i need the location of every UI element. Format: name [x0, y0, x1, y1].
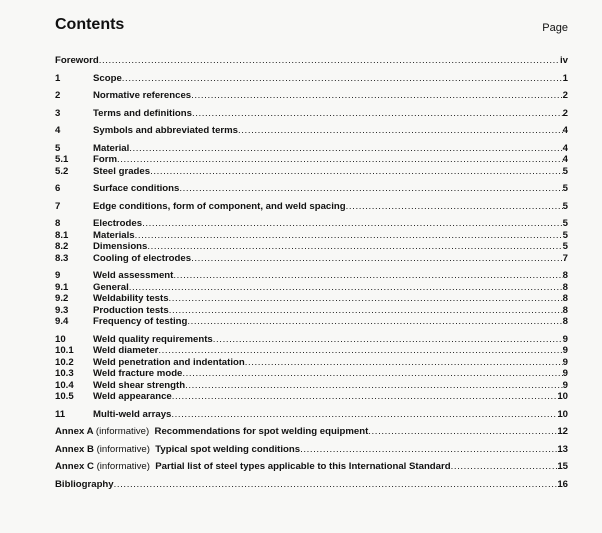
dot-leader	[179, 183, 562, 195]
toc-entry[interactable]	[55, 368, 568, 380]
dot-leader	[122, 73, 563, 85]
toc-entry-page-number: 5	[562, 183, 568, 194]
toc-entry-number: 9.4	[55, 316, 69, 327]
toc-entry-number: 5.2	[55, 165, 69, 177]
toc-entry-page-number: 15	[557, 461, 568, 472]
toc-entry-number: 10.1	[55, 345, 74, 356]
toc-entry-page-number: 10	[557, 408, 568, 420]
dot-leader	[191, 253, 563, 265]
toc-entry-page-number: 5	[562, 165, 568, 177]
toc-entry-number: 8.1	[55, 229, 69, 241]
toc-entry-page-number: 9	[562, 368, 568, 379]
toc-entry-title: Weld appearance	[93, 391, 172, 402]
toc-entry-number: 9.3	[55, 304, 69, 316]
toc-entry-title: Surface conditions	[93, 183, 180, 194]
dot-leader	[192, 108, 563, 120]
toc-entry[interactable]	[55, 282, 568, 294]
toc-entry-title: Symbols and abbreviated terms	[93, 125, 239, 136]
toc-entry-number: 8.2	[55, 241, 69, 252]
toc-entry-number: 10.3	[55, 368, 74, 379]
toc-entry-title: Recommendations for spot welding equipment	[154, 426, 369, 437]
toc-entry-title: Multi-weld arrays	[93, 408, 172, 420]
dot-leader	[99, 55, 560, 67]
toc-entry-page-number: 4	[562, 154, 568, 165]
toc-entry[interactable]	[55, 183, 568, 195]
annex-type: (informative)	[95, 426, 150, 437]
toc-entry[interactable]	[55, 108, 568, 120]
toc-entry-page-number: 16	[557, 478, 568, 490]
toc-entry-title: Foreword	[55, 55, 99, 66]
toc-entry-title: Steel grades	[93, 165, 151, 177]
dot-leader	[114, 479, 558, 491]
annex-id: Annex B	[55, 443, 94, 455]
toc-entry-title: Weld diameter	[93, 345, 159, 356]
toc-entry[interactable]	[55, 305, 568, 317]
annex-id: Annex A	[55, 426, 94, 437]
toc-entry[interactable]	[55, 461, 568, 473]
dot-leader	[171, 409, 557, 421]
toc-entry-page-number: 7	[562, 252, 568, 264]
toc-entry-page-number: 2	[562, 107, 568, 119]
toc-entry-title: Electrodes	[93, 218, 143, 229]
annex-label	[55, 461, 155, 473]
annex-id: Annex C	[55, 461, 94, 472]
toc-entry-title: General	[93, 281, 129, 293]
dot-leader	[172, 391, 558, 403]
toc-entry-page-number: 10	[557, 391, 568, 402]
toc-entry-title: Weld fracture mode	[93, 368, 183, 379]
toc-entry-title: Weld quality requirements	[93, 333, 213, 345]
toc-entry[interactable]	[55, 241, 568, 253]
dot-leader	[147, 241, 562, 253]
dot-leader	[158, 345, 562, 357]
dot-leader	[169, 293, 563, 305]
toc-entry[interactable]	[55, 293, 568, 305]
toc-entry-title: Typical spot welding conditions	[155, 443, 301, 455]
toc-entry-title: Normative references	[93, 90, 192, 101]
toc-entry-number: 10	[55, 333, 66, 345]
toc-entry-number: 11	[55, 408, 66, 420]
dot-leader	[117, 154, 563, 166]
toc-entry-number: 2	[55, 90, 61, 101]
toc-entry-page-number: 9	[562, 379, 568, 391]
toc-entry-title: Frequency of testing	[93, 316, 188, 327]
toc-entry-number: 10.2	[55, 356, 74, 368]
toc-entry[interactable]	[55, 409, 568, 421]
toc-entry-number: 9.1	[55, 281, 69, 293]
toc-entry[interactable]	[55, 334, 568, 346]
toc-entry-page-number: 9	[562, 345, 568, 356]
toc-entry-number: 4	[55, 125, 61, 136]
dot-leader	[191, 90, 563, 102]
toc-entry-number: 9	[55, 270, 61, 281]
toc-entry[interactable]	[55, 444, 568, 456]
toc-entry-page-number: 5	[562, 241, 568, 252]
toc-entry-page-number: 2	[562, 90, 568, 101]
toc-entry-page-number: 13	[557, 443, 568, 455]
toc-entry-title: Weld assessment	[93, 270, 174, 281]
toc-entry[interactable]	[55, 55, 568, 67]
toc-entry-number: 3	[55, 107, 61, 119]
dot-leader	[182, 368, 562, 380]
toc-entry[interactable]	[55, 253, 568, 265]
dot-leader	[129, 282, 563, 294]
toc-entry-page-number: 5	[562, 218, 568, 229]
dot-leader	[238, 125, 563, 137]
table-of-contents	[55, 55, 568, 490]
toc-entry-page-number: 9	[562, 333, 568, 345]
toc-entry-page-number: 8	[562, 281, 568, 293]
toc-entry-title: Bibliography	[55, 478, 114, 490]
toc-entry[interactable]	[55, 125, 568, 137]
toc-entry-page-number: 8	[562, 293, 568, 304]
toc-entry[interactable]	[55, 479, 568, 491]
toc-entry[interactable]	[55, 73, 568, 85]
toc-entry[interactable]	[55, 143, 568, 155]
toc-entry-title: Weld shear strength	[93, 379, 186, 391]
dot-leader	[451, 461, 558, 473]
toc-entry[interactable]	[55, 230, 568, 242]
toc-entry-page-number: 4	[562, 142, 568, 154]
toc-entry-number: 6	[55, 183, 61, 194]
toc-entry-page-number: 5	[562, 229, 568, 241]
toc-entry-title: Partial list of steel types applicable to this International Standard	[155, 461, 451, 472]
dot-leader	[368, 426, 557, 438]
dot-leader	[169, 305, 563, 317]
toc-entry-title: Production tests	[93, 304, 169, 316]
toc-entry-title: Form	[93, 154, 117, 165]
toc-entry-page-number: 4	[562, 125, 568, 136]
dot-leader	[142, 218, 563, 230]
toc-entry-title: Edge conditions, form of component, and weld spacing	[93, 200, 346, 212]
toc-entry-number: 8	[55, 218, 61, 229]
annex-type: (informative)	[96, 443, 150, 455]
toc-entry-number: 8.3	[55, 252, 69, 264]
dot-leader	[173, 270, 562, 282]
toc-entry-number: 10.4	[55, 379, 74, 391]
toc-entry-number: 1	[55, 72, 61, 84]
annex-type: (informative)	[96, 461, 150, 472]
annex-label	[55, 444, 155, 456]
dot-leader	[150, 166, 563, 178]
toc-entry-number: 9.2	[55, 293, 69, 304]
toc-entry[interactable]	[55, 380, 568, 392]
toc-entry-title: Weldability tests	[93, 293, 169, 304]
toc-entry[interactable]	[55, 316, 568, 328]
dot-leader	[213, 334, 563, 346]
toc-entry-title: Scope	[93, 72, 122, 84]
toc-entry-page-number: 1	[562, 72, 568, 84]
dot-leader	[245, 357, 563, 369]
dot-leader	[300, 444, 557, 456]
dot-leader	[346, 201, 563, 213]
toc-entry-number: 10.5	[55, 391, 74, 402]
dot-leader	[129, 143, 562, 155]
toc-entry-page-number: 8	[562, 270, 568, 281]
dot-leader	[185, 380, 563, 392]
toc-entry-number: 5.1	[55, 154, 69, 165]
toc-entry[interactable]	[55, 201, 568, 213]
toc-entry[interactable]	[55, 426, 568, 438]
toc-entry-page-number: 8	[562, 316, 568, 327]
toc-entry-title: Material	[93, 142, 130, 154]
toc-entry[interactable]	[55, 357, 568, 369]
toc-entry-title: Dimensions	[93, 241, 148, 252]
toc-entry-page-number: iv	[559, 55, 568, 66]
page-title: Contents	[55, 16, 125, 33]
toc-entry[interactable]	[55, 218, 568, 230]
toc-entry[interactable]	[55, 391, 568, 403]
toc-entry-page-number: 12	[557, 426, 568, 437]
dot-leader	[187, 316, 562, 328]
toc-entry-title: Weld penetration and indentation	[93, 356, 245, 368]
toc-entry[interactable]	[55, 166, 568, 178]
toc-entry-number: 5	[55, 142, 61, 154]
toc-entry-title: Terms and definitions	[93, 107, 192, 119]
toc-entry-title: Cooling of electrodes	[93, 252, 192, 264]
toc-entry-page-number: 9	[562, 356, 568, 368]
toc-entry-number: 7	[55, 200, 61, 212]
toc-entry[interactable]	[55, 90, 568, 102]
toc-entry-page-number: 8	[562, 304, 568, 316]
page-column-label: Page	[542, 22, 568, 34]
toc-entry-title: Materials	[93, 229, 135, 241]
annex-label	[55, 426, 155, 438]
toc-entry-page-number: 5	[562, 200, 568, 212]
dot-leader	[135, 230, 563, 242]
toc-entry[interactable]	[55, 345, 568, 357]
toc-entry[interactable]	[55, 270, 568, 282]
toc-entry[interactable]	[55, 154, 568, 166]
